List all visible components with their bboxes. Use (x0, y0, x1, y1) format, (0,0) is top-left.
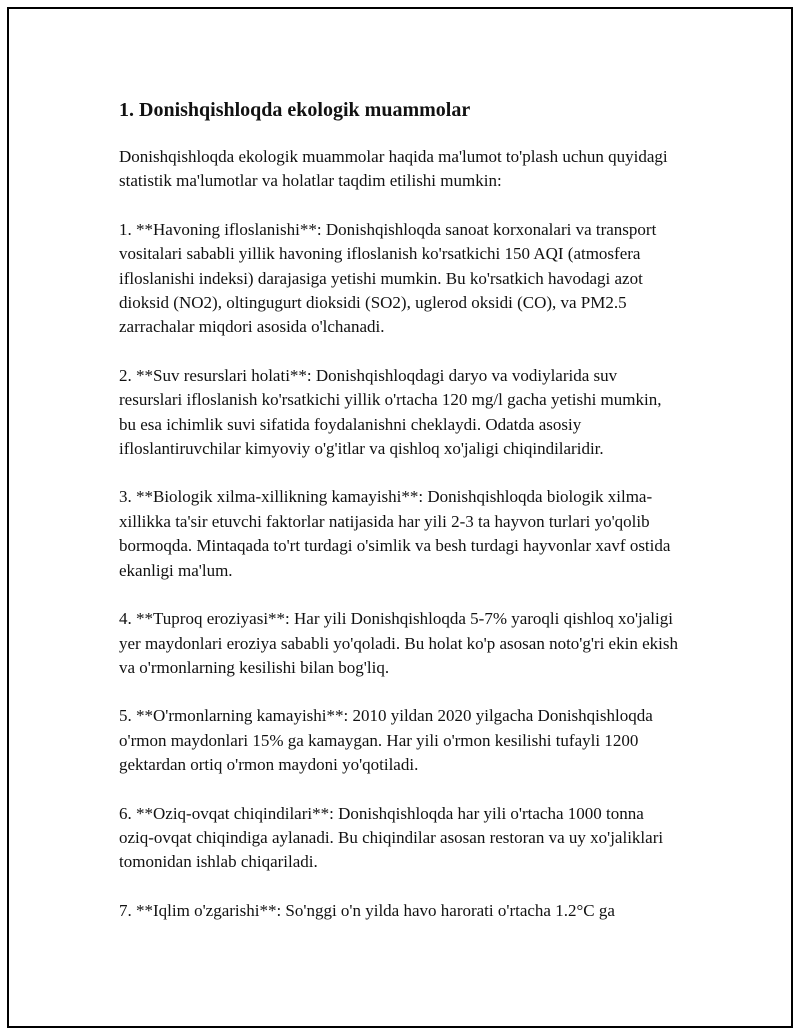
document-body (119, 95, 679, 947)
paragraph-food-waste: 6. **Oziq-ovqat chiqindilari**: Donishqishloqda har yili o'rtacha 1000 tonna oziq-ovqat chiqindiga aylanadi. Bu chiqindilar asosan restoran va uy xo'jaliklari tomonidan ishlab chiqariladi. (119, 803, 664, 872)
paragraph-soil-erosion: 4. **Tuproq eroziyasi**: Har yili Donishqishloqda 5-7% yaroqli qishloq xo'jaligi yer maydonlari eroziya sababli yo'qoladi. Bu holat ko'p asosan noto'g'ri ekin ekish va o'rmonlarning kesilishi bilan bog'liq. (119, 609, 678, 677)
paragraph-deforestation: 5. **O'rmonlarning kamayishi**: 2010 yildan 2020 yilgacha Donishqishloqda o'rmon maydonlari 15% ga kamaygan. Har yili o'rmon kesilishi tufayli 1200 gektardan ortiq o'rmon maydoni yo'qotiladi. (119, 706, 653, 775)
paragraph-air-pollution: 1. **Havoning ifloslanishi**: Donishqishloqda sanoat korxonalari va transport vositalari sababli yillik havoning ifloslanish ko'rsatkichi 150 AQI (atmosfera ifloslanishi indeksi) darajasiga yetishi mumkin. Bu ko'rsatkich havodagi azot dioksid (NO2), oltingugurt dioksidi (SO2), uglerod oksidi (CO), va PM2.5 zarrachalar miqdori asosida o'lchanadi. (119, 219, 657, 337)
paragraph-climate-change: 7. **Iqlim o'zgarishi**: So'nggi o'n yilda havo harorati o'rtacha 1.2°C ga (119, 900, 615, 920)
section-heading: 1. Donishqishloqda ekologik muammolar (119, 99, 471, 121)
document-page (7, 7, 793, 1028)
intro-paragraph: Donishqishloqda ekologik muammolar haqida ma'lumot to'plash uchun quyidagi statistik ma'lumotlar va holatlar taqdim etilishi mumkin: (119, 147, 668, 191)
paragraph-biodiversity: 3. **Biologik xilma-xillikning kamayishi**: Donishqishloqda biologik xilma-xillikka ta'sir etuvchi faktorlar natijasida har yili 2-3 ta hayvon turlari yo'qolib bormoqda. Mintaqada to'rt turdagi o'simlik va besh turdagi hayvonlar xavf ostida ekanligi ma'lum. (119, 487, 671, 580)
paragraph-water-resources: 2. **Suv resurslari holati**: Donishqishloqdagi daryo va vodiylarida suv resurslari ifloslanish ko'rsatkichi yillik o'rtacha 120 mg/l gacha yetishi mumkin, bu esa ichimlik suvi sifatida foydalanishni cheklaydi. Odatda asosiy ifloslantiruvchilar kimyoviy o'g'itlar va qishloq xo'jaligi chiqindilaridir. (119, 365, 662, 459)
